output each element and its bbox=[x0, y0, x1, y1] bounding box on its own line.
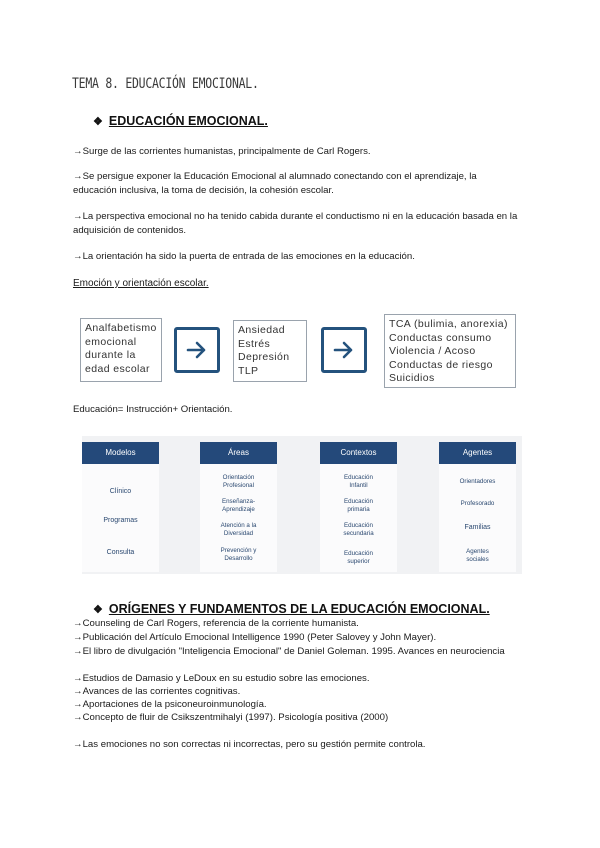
arrow-right-icon bbox=[321, 327, 367, 373]
subheading-emocion-orientacion: Emoción y orientación escolar. bbox=[73, 278, 209, 289]
column-item: Educación superior bbox=[344, 550, 373, 565]
column-item: Enseñanza-Aprendizaje bbox=[221, 498, 256, 513]
column-item: Profesorado bbox=[460, 500, 495, 507]
column-item: Orientación Profesional bbox=[222, 474, 255, 489]
flow-line: durante la bbox=[85, 349, 136, 361]
closing-line: →Las emociones no son correctas ni incorrectas, pero su gestión permite controla. bbox=[73, 739, 426, 750]
column-item: Atención a la Diversidad bbox=[220, 522, 257, 537]
column-areas bbox=[200, 442, 277, 572]
flow-box-ansiedad bbox=[233, 320, 307, 382]
flow-box-consecuencias bbox=[384, 314, 516, 388]
column-item: Prevención y Desarrollo bbox=[220, 547, 257, 562]
flow-line: Conductas de riesgo bbox=[389, 358, 493, 371]
list-line: →Aportaciones de la psiconeuroinmunología. bbox=[73, 699, 267, 710]
column-agentes bbox=[439, 442, 516, 572]
flow-line: TCA (bulimia, anorexia) bbox=[389, 318, 508, 330]
column-item: Familias bbox=[464, 524, 491, 531]
column-item: Educación Infantil bbox=[344, 474, 373, 489]
diamond-bullet-icon: ❖ bbox=[93, 604, 103, 616]
flow-line: TLP bbox=[238, 364, 259, 377]
flow-line: emocional bbox=[85, 335, 137, 348]
flow-line: Depresión bbox=[238, 351, 290, 363]
column-header: Áreas bbox=[200, 442, 277, 464]
flow-line: Violencia / Acoso bbox=[389, 345, 476, 357]
column-item: Agentes sociales bbox=[466, 548, 489, 563]
flow-line: edad escolar bbox=[85, 362, 150, 375]
column-header: Agentes bbox=[439, 442, 516, 464]
flow-line: Ansiedad bbox=[238, 324, 285, 336]
list-line: →Estudios de Damasio y LeDoux en su estudio sobre las emociones. bbox=[73, 673, 370, 684]
column-item: Orientadores bbox=[459, 478, 496, 485]
formula-text: Educación= Instrucción+ Orientación. bbox=[73, 404, 233, 415]
paragraph: →Surge de las corrientes humanistas, principalmente de Carl Rogers. bbox=[73, 146, 371, 157]
flow-line: Conductas consumo bbox=[389, 331, 492, 344]
column-header: Modelos bbox=[82, 442, 159, 464]
list-line: →Concepto de fluir de Csikszentmihalyi (1997). Psicología positiva (2000) bbox=[73, 712, 389, 723]
column-item: Educación primaria bbox=[344, 498, 373, 513]
section-heading-educacion bbox=[93, 114, 268, 128]
paragraph: →La orientación ha sido la puerta de entrada de las emociones en la educación. bbox=[73, 251, 415, 262]
paragraph: →Se persigue exponer la Educación Emocional al alumnado conectando con el aprendizaje, la educación inclusiva, la toma de decisión, la cohesión escolar. bbox=[73, 171, 477, 196]
page-title: TEMA 8. EDUCACIÓN EMOCIONAL. bbox=[72, 76, 259, 92]
flow-line: Suicidios bbox=[389, 372, 435, 384]
list-line: →Counseling de Carl Rogers, referencia de la corriente humanista. bbox=[73, 618, 359, 629]
list-line: →Avances de las corrientes cognitivas. bbox=[73, 686, 241, 697]
list-line: →El libro de divulgación "Inteligencia Emocional" de Daniel Goleman. 1995. Avances en neurociencia bbox=[73, 646, 505, 657]
section-heading-origenes bbox=[93, 602, 490, 616]
column-header: Contextos bbox=[320, 442, 397, 464]
flow-line: Estrés bbox=[238, 337, 271, 350]
section-heading-text: EDUCACIÓN EMOCIONAL. bbox=[108, 114, 268, 128]
flow-line: Analfabetismo bbox=[85, 322, 157, 334]
section-heading-text: ORÍGENES Y FUNDAMENTOS DE LA EDUCACIÓN EMOCIONAL. bbox=[108, 602, 490, 616]
column-item: Programas bbox=[103, 517, 138, 524]
paragraph: →La perspectiva emocional no ha tenido cabida durante el conductismo ni en la educación basada en la adquisición de contenidos. bbox=[73, 211, 518, 236]
list-line: →Publicación del Artículo Emocional Intelligence 1990 (Peter Salovey y John Mayer). bbox=[73, 632, 437, 643]
column-modelos bbox=[82, 442, 159, 572]
column-item: Clínico bbox=[109, 488, 132, 495]
flow-box-analfabetismo bbox=[80, 318, 162, 382]
column-contextos bbox=[320, 442, 397, 572]
arrow-right-icon bbox=[174, 327, 220, 373]
diamond-bullet-icon: ❖ bbox=[93, 116, 103, 128]
column-item: Educación secundaria bbox=[343, 522, 374, 537]
column-item: Consulta bbox=[106, 549, 135, 556]
